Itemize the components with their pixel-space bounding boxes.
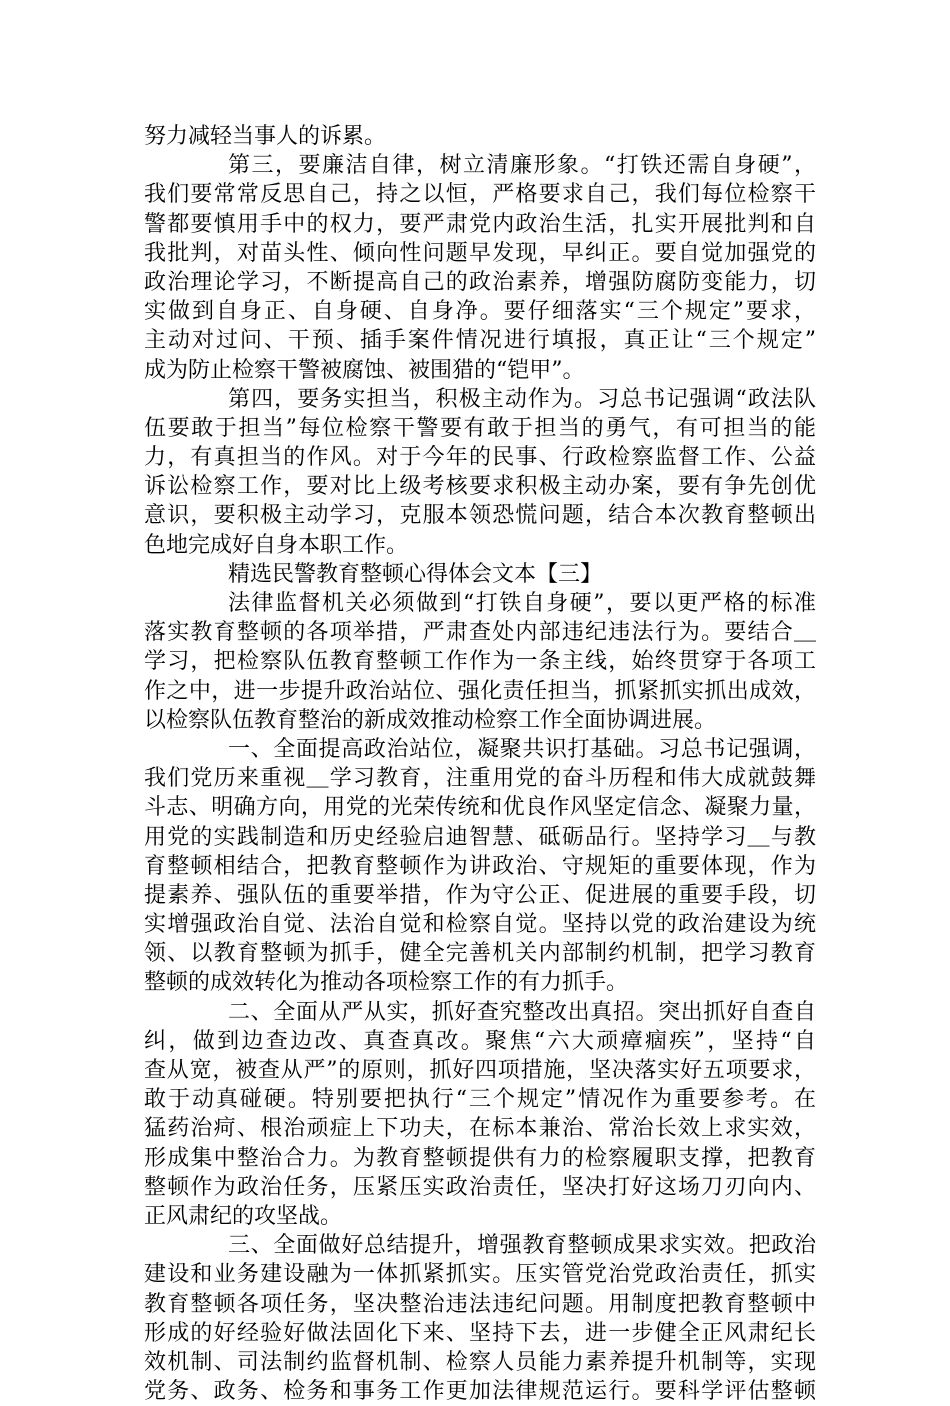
text-line: 我批判，对苗头性、倾向性问题早发现，早纠正。要自觉加强党的	[144, 240, 816, 266]
text-line: 正风肃纪的攻坚战。	[144, 1203, 343, 1229]
text-line: 二、全面从严从实，抓好查究整改出真招。突出抓好自查自	[228, 999, 816, 1025]
text-line: 努力减轻当事人的诉累。	[144, 124, 387, 149]
text-line: 色地完成好自身本职工作。	[144, 532, 409, 558]
text-line: 用党的实践制造和历史经验启迪智慧、砥砺品行。坚持学习＿与教	[144, 824, 816, 850]
document-body	[144, 122, 816, 1406]
text-line: 实做到自身正、自身硬、自身净。要仔细落实“三个规定”要求，	[144, 299, 816, 325]
text-line: 整顿的成效转化为推动各项检察工作的有力抓手。	[144, 970, 629, 996]
text-line: 我们要常常反思自己，持之以恒，严格要求自己，我们每位检察干	[144, 182, 816, 208]
text-line: 我们党历来重视＿学习教育，注重用党的奋斗历程和伟大成就鼓舞	[144, 766, 816, 792]
text-line: 第四，要务实担当，积极主动作为。习总书记强调“政法队	[228, 386, 816, 412]
text-line: 建设和业务建设融为一体抓紧抓实。压实管党治党政治责任，抓实	[144, 1262, 816, 1288]
text-line: 实增强政治自觉、法治自觉和检察自觉。坚持以党的政治建设为统	[144, 912, 816, 938]
text-line: 主动对过问、干预、插手案件情况进行填报，真正让“三个规定”	[144, 328, 816, 354]
text-line: 形成集中整治合力。为教育整顿提供有力的检察履职支撑，把教育	[144, 1145, 816, 1171]
text-line: 诉讼检察工作，要对比上级考核要求积极主动办案，要有争先创优	[144, 474, 816, 500]
text-line: 意识，要积极主动学习，克服本领恐慌问题，结合本次教育整顿出	[144, 503, 816, 529]
text-line: 形成的好经验好做法固化下来、坚持下去，进一步健全正风肃纪长	[144, 1320, 816, 1346]
text-line: 落实教育整顿的各项举措，严肃查处内部违纪违法行为。要结合＿	[144, 620, 816, 646]
text-line: 纠，做到边查边改、真查真改。聚焦“六大顽瘴痼疾”，坚持“自	[144, 1028, 816, 1054]
text-line: 党务、政务、检务和事务工作更加法律规范运行。要科学评估整顿	[144, 1379, 816, 1405]
text-line: 整顿作为政治任务，压紧压实政治责任，坚决打好这场刀刃向内、	[144, 1174, 816, 1200]
text-line: 力，有真担当的作风。对于今年的民事、行政检察监督工作、公益	[144, 445, 816, 471]
text-line: 查从宽，被查从严”的原则，抓好四项措施，坚决落实好五项要求，	[144, 1058, 816, 1083]
text-line: 三、全面做好总结提升，增强教育整顿成果求实效。把政治	[228, 1233, 816, 1259]
text-line: 第三，要廉洁自律，树立清廉形象。“打铁还需自身硬”，	[228, 153, 816, 179]
text-line: 猛药治疴、根治顽症上下功夫，在标本兼治、常治长效上求实效，	[144, 1116, 816, 1142]
text-line: 警都要慎用手中的权力，要严肃党内政治生活，扎实开展批判和自	[144, 211, 816, 237]
text-line: 提素养、强队伍的重要举措，作为守公正、促进展的重要手段，切	[144, 882, 816, 908]
text-line: 育整顿相结合，把教育整顿作为讲政治、守规矩的重要体现，作为	[144, 853, 816, 879]
text-line: 一、全面提高政治站位，凝聚共识打基础。习总书记强调，	[228, 736, 816, 762]
text-line: 教育整顿各项任务，坚决整治违法违纪问题。用制度把教育整顿中	[144, 1291, 816, 1317]
text-line: 精选民警教育整顿心得体会文本【三】	[228, 561, 603, 587]
text-line: 法律监督机关必须做到“打铁自身硬”，要以更严格的标准	[228, 591, 816, 616]
text-line: 效机制、司法制约监督机制、检察人员能力素养提升机制等，实现	[144, 1349, 816, 1375]
text-line: 学习，把检察队伍教育整顿工作作为一条主线，始终贯穿于各项工	[144, 649, 816, 675]
text-line: 以检察队伍教育整治的新成效推动检察工作全面协调进展。	[144, 707, 717, 733]
text-line: 斗志、明确方向，用党的光荣传统和优良作风坚定信念、凝聚力量，	[144, 795, 816, 821]
text-line: 政治理论学习，不断提高自己的政治素养，增强防腐防变能力，切	[144, 269, 816, 295]
text-line: 伍要敢于担当”每位检察干警要有敢于担当的勇气，有可担当的能	[144, 415, 816, 441]
text-line: 敢于动真碰硬。特别要把执行“三个规定”情况作为重要参考。在	[144, 1087, 816, 1113]
text-line: 领、以教育整顿为抓手，健全完善机关内部制约机制，把学习教育	[144, 941, 816, 967]
text-line: 作之中，进一步提升政治站位、强化责任担当，抓紧抓实抓出成效，	[144, 678, 816, 704]
text-line: 成为防止检察干警被腐蚀、被围猎的“铠甲”。	[144, 357, 585, 383]
